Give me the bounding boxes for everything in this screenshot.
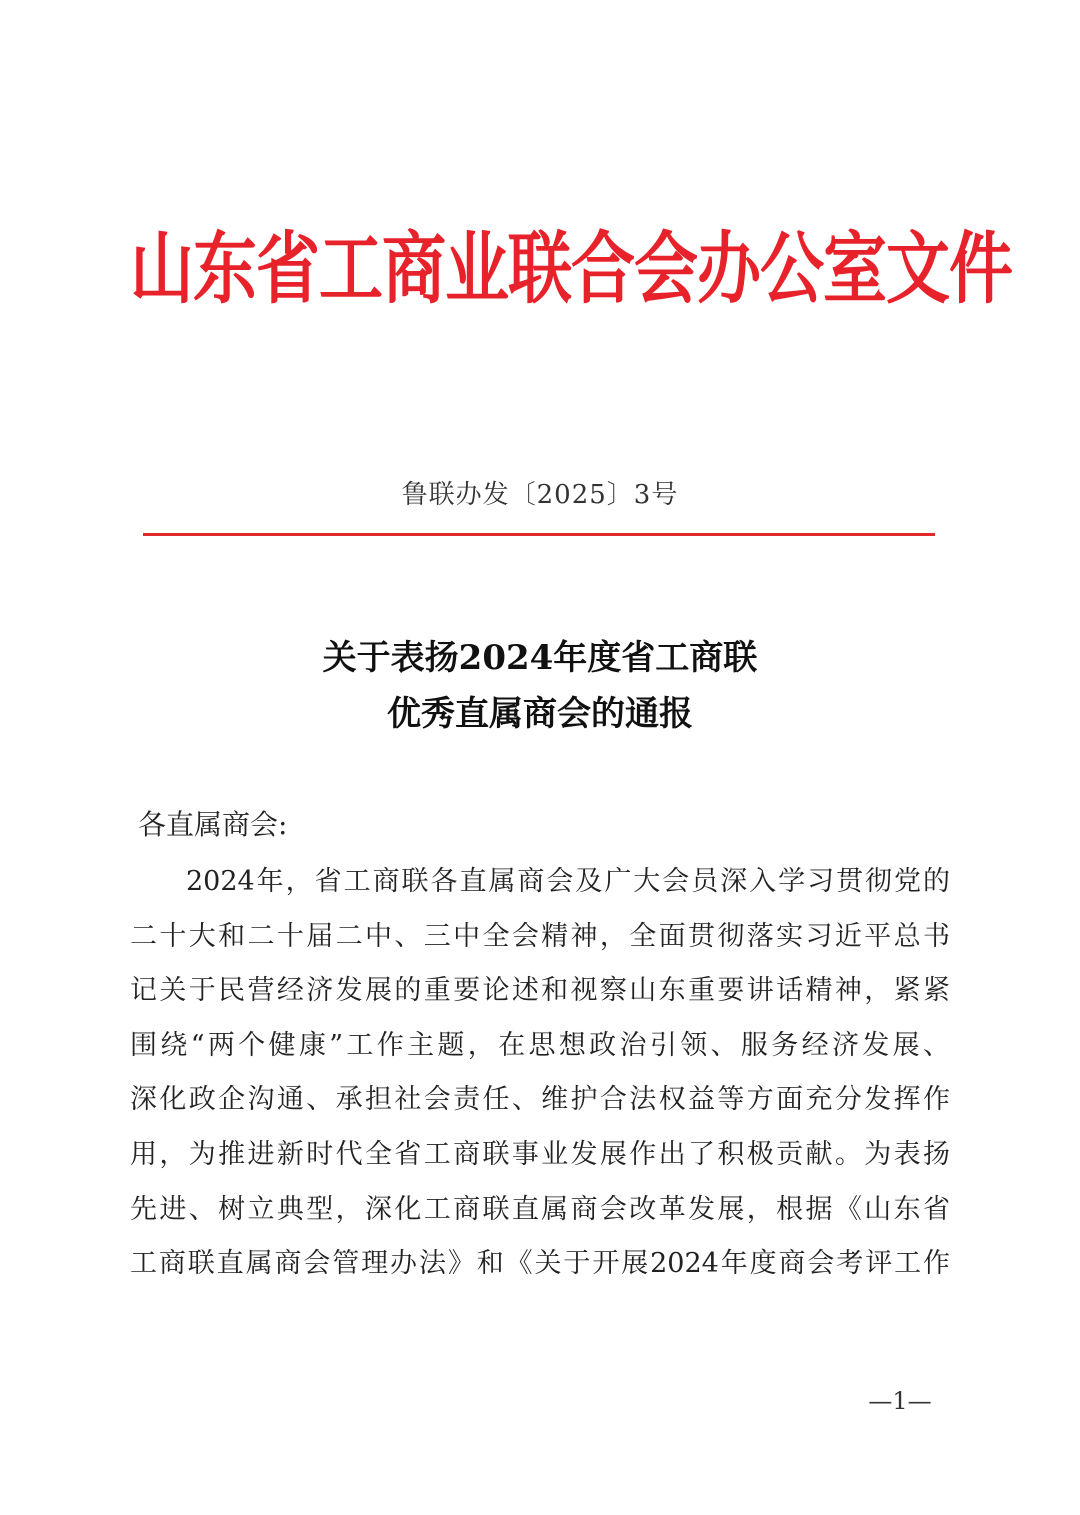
body-line: 先进、树立典型，深化工商联直属商会改革发展，根据《山东省 <box>130 1193 950 1225</box>
notice-title <box>0 630 1080 742</box>
red-divider-line <box>143 533 935 536</box>
body-line: 深化政企沟通、承担社会责任、维护合法权益等方面充分发挥作 <box>130 1084 950 1116</box>
body-line: 工商联直属商会管理办法》和《关于开展2024年度商会考评工作 <box>130 1248 950 1280</box>
document-number: 鲁联办发〔2025〕3号 <box>401 480 679 510</box>
notice-title-line-2: 优秀直属商会的通报 <box>387 694 693 734</box>
body-line: 记关于民营经济发展的重要论述和视察山东重要讲话精神，紧紧 <box>130 975 950 1007</box>
body-line: 2024年，省工商联各直属商会及广大会员深入学习贯彻党的 <box>186 866 950 897</box>
page-number: —1— <box>868 1387 932 1415</box>
notice-title-line-1: 关于表扬2024年度省工商联 <box>322 638 758 678</box>
body-paragraph <box>130 855 950 1292</box>
body-line: 用，为推进新时代全省工商联事业发展作出了积极贡献。为表扬 <box>130 1138 950 1170</box>
body-line: 二十大和二十届二中、三中全会精神，全面贯彻落实习近平总书 <box>130 920 950 952</box>
body-line: 围绕“两个健康”工作主题，在思想政治引领、服务经济发展、 <box>130 1029 950 1061</box>
document-header-title: 山东省工商业联合会办公室文件 <box>130 224 1012 316</box>
salutation: 各直属商会: <box>138 808 288 841</box>
